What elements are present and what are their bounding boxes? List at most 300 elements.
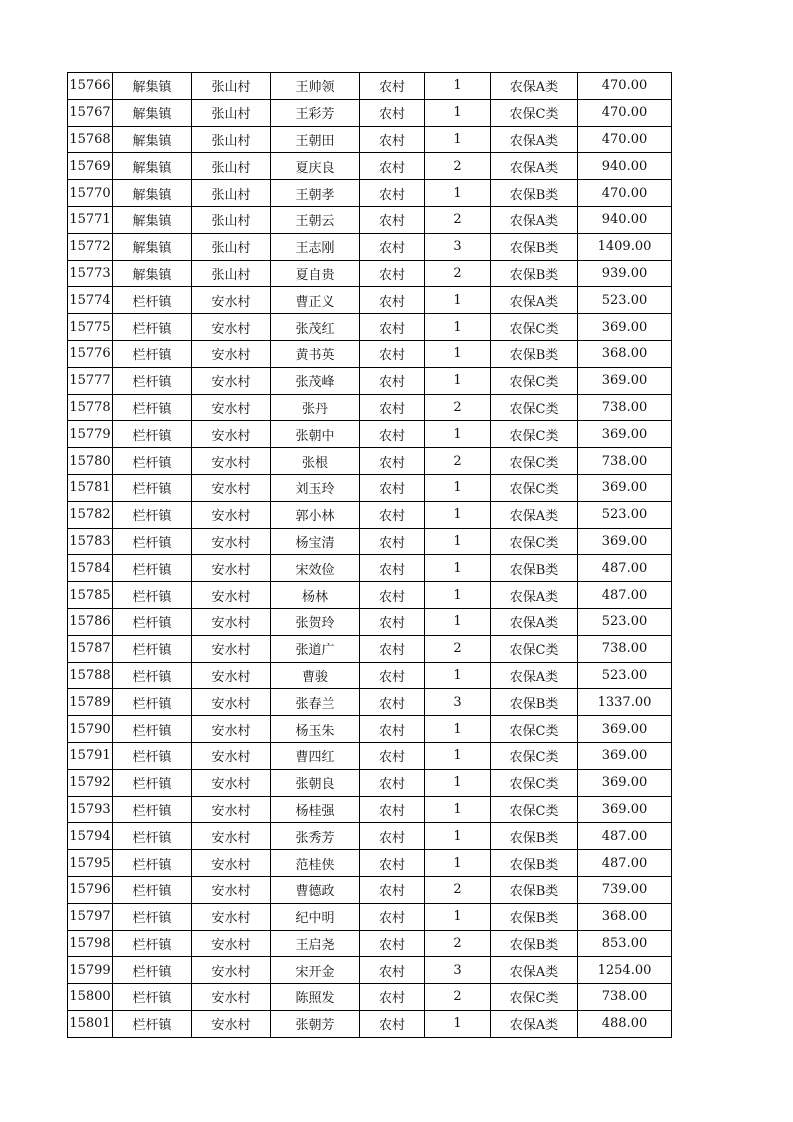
name-cell: 王帅领 [271, 73, 360, 100]
village-cell: 张山村 [192, 233, 271, 260]
village-cell: 安水村 [192, 528, 271, 555]
insurance-class-cell: 农保A类 [491, 1010, 578, 1037]
table-row [68, 635, 672, 662]
table-row [68, 796, 672, 823]
table-row [68, 394, 672, 421]
row-number: 15793 [68, 796, 113, 823]
town-cell: 栏杆镇 [113, 367, 192, 394]
row-number: 15769 [68, 153, 113, 180]
village-cell: 张山村 [192, 260, 271, 287]
town-cell: 栏杆镇 [113, 582, 192, 609]
village-cell: 安水村 [192, 850, 271, 877]
insurance-class-cell: 农保C类 [491, 742, 578, 769]
amount-cell: 738.00 [578, 635, 672, 662]
town-cell: 栏杆镇 [113, 796, 192, 823]
area-type-cell: 农村 [360, 233, 425, 260]
name-cell: 张朝良 [271, 769, 360, 796]
amount-cell: 470.00 [578, 99, 672, 126]
household-count-cell: 2 [425, 448, 491, 475]
name-cell: 杨玉朱 [271, 716, 360, 743]
insurance-class-cell: 农保A类 [491, 608, 578, 635]
household-count-cell: 1 [425, 367, 491, 394]
row-number: 15791 [68, 742, 113, 769]
row-number: 15797 [68, 903, 113, 930]
amount-cell: 369.00 [578, 769, 672, 796]
town-cell: 栏杆镇 [113, 635, 192, 662]
household-count-cell: 1 [425, 421, 491, 448]
village-cell: 张山村 [192, 180, 271, 207]
row-number: 15779 [68, 421, 113, 448]
area-type-cell: 农村 [360, 903, 425, 930]
row-number: 15799 [68, 957, 113, 984]
insurance-class-cell: 农保C类 [491, 99, 578, 126]
area-type-cell: 农村 [360, 73, 425, 100]
village-cell: 安水村 [192, 501, 271, 528]
table-row [68, 1010, 672, 1037]
area-type-cell: 农村 [360, 635, 425, 662]
table-row [68, 287, 672, 314]
town-cell: 栏杆镇 [113, 957, 192, 984]
name-cell: 刘玉玲 [271, 474, 360, 501]
town-cell: 解集镇 [113, 233, 192, 260]
village-cell: 安水村 [192, 367, 271, 394]
row-number: 15786 [68, 608, 113, 635]
name-cell: 张贺玲 [271, 608, 360, 635]
amount-cell: 487.00 [578, 823, 672, 850]
name-cell: 杨宝清 [271, 528, 360, 555]
town-cell: 栏杆镇 [113, 903, 192, 930]
amount-cell: 369.00 [578, 742, 672, 769]
town-cell: 栏杆镇 [113, 850, 192, 877]
row-number: 15776 [68, 340, 113, 367]
village-cell: 安水村 [192, 394, 271, 421]
table-row [68, 957, 672, 984]
table-row [68, 474, 672, 501]
area-type-cell: 农村 [360, 421, 425, 448]
row-number: 15775 [68, 314, 113, 341]
town-cell: 栏杆镇 [113, 930, 192, 957]
row-number: 15782 [68, 501, 113, 528]
village-cell: 张山村 [192, 73, 271, 100]
household-count-cell: 1 [425, 716, 491, 743]
area-type-cell: 农村 [360, 528, 425, 555]
amount-cell: 368.00 [578, 903, 672, 930]
insurance-class-cell: 农保B类 [491, 555, 578, 582]
village-cell: 安水村 [192, 716, 271, 743]
insurance-class-cell: 农保C类 [491, 796, 578, 823]
insurance-class-cell: 农保B类 [491, 180, 578, 207]
table-row [68, 608, 672, 635]
village-cell: 安水村 [192, 823, 271, 850]
table-row [68, 73, 672, 100]
table-row [68, 180, 672, 207]
amount-cell: 738.00 [578, 984, 672, 1011]
row-number: 15789 [68, 689, 113, 716]
name-cell: 黄书英 [271, 340, 360, 367]
insurance-class-cell: 农保A类 [491, 126, 578, 153]
amount-cell: 523.00 [578, 287, 672, 314]
table-row [68, 903, 672, 930]
name-cell: 陈照发 [271, 984, 360, 1011]
village-cell: 安水村 [192, 608, 271, 635]
table-row [68, 99, 672, 126]
insurance-class-cell: 农保A类 [491, 206, 578, 233]
household-count-cell: 3 [425, 957, 491, 984]
household-count-cell: 1 [425, 823, 491, 850]
area-type-cell: 农村 [360, 206, 425, 233]
area-type-cell: 农村 [360, 474, 425, 501]
town-cell: 栏杆镇 [113, 314, 192, 341]
name-cell: 张秀芳 [271, 823, 360, 850]
amount-cell: 488.00 [578, 1010, 672, 1037]
village-cell: 安水村 [192, 903, 271, 930]
town-cell: 解集镇 [113, 260, 192, 287]
name-cell: 张朝中 [271, 421, 360, 448]
insurance-class-cell: 农保B类 [491, 340, 578, 367]
name-cell: 张丹 [271, 394, 360, 421]
insurance-class-cell: 农保C类 [491, 984, 578, 1011]
town-cell: 栏杆镇 [113, 823, 192, 850]
insurance-class-cell: 农保A类 [491, 662, 578, 689]
amount-cell: 738.00 [578, 448, 672, 475]
town-cell: 栏杆镇 [113, 340, 192, 367]
town-cell: 栏杆镇 [113, 421, 192, 448]
name-cell: 纪中明 [271, 903, 360, 930]
household-count-cell: 2 [425, 876, 491, 903]
amount-cell: 739.00 [578, 876, 672, 903]
area-type-cell: 农村 [360, 582, 425, 609]
row-number: 15801 [68, 1010, 113, 1037]
insurance-class-cell: 农保A类 [491, 501, 578, 528]
table-body [68, 73, 672, 1038]
town-cell: 栏杆镇 [113, 501, 192, 528]
amount-cell: 470.00 [578, 180, 672, 207]
household-count-cell: 2 [425, 635, 491, 662]
town-cell: 栏杆镇 [113, 528, 192, 555]
name-cell: 王彩芳 [271, 99, 360, 126]
amount-cell: 369.00 [578, 796, 672, 823]
amount-cell: 523.00 [578, 501, 672, 528]
name-cell: 张春兰 [271, 689, 360, 716]
area-type-cell: 农村 [360, 796, 425, 823]
row-number: 15770 [68, 180, 113, 207]
amount-cell: 369.00 [578, 716, 672, 743]
area-type-cell: 农村 [360, 876, 425, 903]
name-cell: 王朝云 [271, 206, 360, 233]
household-count-cell: 1 [425, 662, 491, 689]
area-type-cell: 农村 [360, 1010, 425, 1037]
household-count-cell: 2 [425, 206, 491, 233]
village-cell: 张山村 [192, 206, 271, 233]
household-count-cell: 1 [425, 314, 491, 341]
table-row [68, 126, 672, 153]
town-cell: 栏杆镇 [113, 689, 192, 716]
village-cell: 安水村 [192, 689, 271, 716]
household-count-cell: 1 [425, 126, 491, 153]
name-cell: 范桂侠 [271, 850, 360, 877]
table-row [68, 340, 672, 367]
row-number: 15777 [68, 367, 113, 394]
village-cell: 安水村 [192, 287, 271, 314]
row-number: 15773 [68, 260, 113, 287]
table-row [68, 448, 672, 475]
town-cell: 解集镇 [113, 153, 192, 180]
table-row [68, 367, 672, 394]
name-cell: 宋效俭 [271, 555, 360, 582]
insurance-class-cell: 农保A类 [491, 957, 578, 984]
table-row [68, 984, 672, 1011]
name-cell: 夏自贵 [271, 260, 360, 287]
amount-cell: 940.00 [578, 206, 672, 233]
insurance-class-cell: 农保C类 [491, 635, 578, 662]
town-cell: 栏杆镇 [113, 474, 192, 501]
village-cell: 安水村 [192, 876, 271, 903]
insurance-class-cell: 农保A类 [491, 153, 578, 180]
amount-cell: 487.00 [578, 555, 672, 582]
row-number: 15767 [68, 99, 113, 126]
insurance-class-cell: 农保C类 [491, 769, 578, 796]
insurance-class-cell: 农保B类 [491, 930, 578, 957]
insurance-class-cell: 农保C类 [491, 528, 578, 555]
household-count-cell: 1 [425, 555, 491, 582]
row-number: 15778 [68, 394, 113, 421]
area-type-cell: 农村 [360, 823, 425, 850]
insurance-class-cell: 农保C类 [491, 367, 578, 394]
village-cell: 安水村 [192, 582, 271, 609]
insurance-class-cell: 农保B类 [491, 233, 578, 260]
town-cell: 解集镇 [113, 99, 192, 126]
table-row [68, 823, 672, 850]
area-type-cell: 农村 [360, 287, 425, 314]
name-cell: 王志刚 [271, 233, 360, 260]
insurance-class-cell: 农保C类 [491, 314, 578, 341]
table-row [68, 742, 672, 769]
insurance-class-cell: 农保B类 [491, 876, 578, 903]
name-cell: 郭小林 [271, 501, 360, 528]
row-number: 15785 [68, 582, 113, 609]
insurance-class-cell: 农保C类 [491, 448, 578, 475]
village-cell: 安水村 [192, 635, 271, 662]
household-count-cell: 2 [425, 260, 491, 287]
row-number: 15780 [68, 448, 113, 475]
name-cell: 曹四红 [271, 742, 360, 769]
household-count-cell: 2 [425, 930, 491, 957]
household-count-cell: 1 [425, 287, 491, 314]
table-row [68, 769, 672, 796]
table-row [68, 501, 672, 528]
village-cell: 安水村 [192, 555, 271, 582]
household-count-cell: 1 [425, 582, 491, 609]
town-cell: 栏杆镇 [113, 742, 192, 769]
household-count-cell: 1 [425, 903, 491, 930]
name-cell: 杨林 [271, 582, 360, 609]
table-row [68, 662, 672, 689]
row-number: 15798 [68, 930, 113, 957]
row-number: 15790 [68, 716, 113, 743]
area-type-cell: 农村 [360, 742, 425, 769]
name-cell: 王朝田 [271, 126, 360, 153]
village-cell: 安水村 [192, 314, 271, 341]
insurance-class-cell: 农保B类 [491, 260, 578, 287]
insurance-class-cell: 农保C类 [491, 474, 578, 501]
amount-cell: 369.00 [578, 474, 672, 501]
area-type-cell: 农村 [360, 340, 425, 367]
village-cell: 安水村 [192, 448, 271, 475]
amount-cell: 853.00 [578, 930, 672, 957]
row-number: 15781 [68, 474, 113, 501]
area-type-cell: 农村 [360, 930, 425, 957]
household-count-cell: 1 [425, 180, 491, 207]
name-cell: 张茂红 [271, 314, 360, 341]
household-count-cell: 2 [425, 394, 491, 421]
amount-cell: 369.00 [578, 528, 672, 555]
name-cell: 曹正义 [271, 287, 360, 314]
village-cell: 安水村 [192, 930, 271, 957]
amount-cell: 523.00 [578, 662, 672, 689]
table-row [68, 233, 672, 260]
name-cell: 夏庆良 [271, 153, 360, 180]
village-cell: 安水村 [192, 984, 271, 1011]
table-row [68, 528, 672, 555]
amount-cell: 369.00 [578, 421, 672, 448]
amount-cell: 738.00 [578, 394, 672, 421]
insurance-class-cell: 农保B类 [491, 903, 578, 930]
town-cell: 栏杆镇 [113, 716, 192, 743]
village-cell: 安水村 [192, 769, 271, 796]
village-cell: 张山村 [192, 126, 271, 153]
town-cell: 栏杆镇 [113, 287, 192, 314]
amount-cell: 487.00 [578, 850, 672, 877]
name-cell: 曹德政 [271, 876, 360, 903]
amount-cell: 940.00 [578, 153, 672, 180]
table-row [68, 689, 672, 716]
area-type-cell: 农村 [360, 153, 425, 180]
amount-cell: 939.00 [578, 260, 672, 287]
amount-cell: 487.00 [578, 582, 672, 609]
area-type-cell: 农村 [360, 501, 425, 528]
household-count-cell: 1 [425, 1010, 491, 1037]
table-row [68, 206, 672, 233]
row-number: 15788 [68, 662, 113, 689]
area-type-cell: 农村 [360, 984, 425, 1011]
name-cell: 张道广 [271, 635, 360, 662]
household-count-cell: 1 [425, 474, 491, 501]
town-cell: 解集镇 [113, 206, 192, 233]
name-cell: 杨桂强 [271, 796, 360, 823]
household-count-cell: 1 [425, 528, 491, 555]
household-count-cell: 1 [425, 796, 491, 823]
name-cell: 张朝芳 [271, 1010, 360, 1037]
area-type-cell: 农村 [360, 99, 425, 126]
town-cell: 栏杆镇 [113, 448, 192, 475]
name-cell: 曹骏 [271, 662, 360, 689]
town-cell: 栏杆镇 [113, 608, 192, 635]
household-count-cell: 1 [425, 769, 491, 796]
row-number: 15783 [68, 528, 113, 555]
household-count-cell: 1 [425, 850, 491, 877]
amount-cell: 470.00 [578, 126, 672, 153]
row-number: 15787 [68, 635, 113, 662]
row-number: 15796 [68, 876, 113, 903]
data-table [67, 72, 672, 1038]
town-cell: 栏杆镇 [113, 984, 192, 1011]
table-row [68, 716, 672, 743]
household-count-cell: 1 [425, 501, 491, 528]
table-row [68, 314, 672, 341]
household-count-cell: 1 [425, 340, 491, 367]
row-number: 15792 [68, 769, 113, 796]
area-type-cell: 农村 [360, 716, 425, 743]
town-cell: 栏杆镇 [113, 662, 192, 689]
row-number: 15784 [68, 555, 113, 582]
table-row [68, 555, 672, 582]
row-number: 15771 [68, 206, 113, 233]
town-cell: 解集镇 [113, 126, 192, 153]
area-type-cell: 农村 [360, 394, 425, 421]
table-row [68, 876, 672, 903]
insurance-class-cell: 农保A类 [491, 582, 578, 609]
name-cell: 宋开金 [271, 957, 360, 984]
household-count-cell: 2 [425, 984, 491, 1011]
household-count-cell: 2 [425, 153, 491, 180]
area-type-cell: 农村 [360, 608, 425, 635]
insurance-class-cell: 农保A类 [491, 73, 578, 100]
area-type-cell: 农村 [360, 957, 425, 984]
area-type-cell: 农村 [360, 448, 425, 475]
village-cell: 安水村 [192, 421, 271, 448]
row-number: 15768 [68, 126, 113, 153]
table-row [68, 930, 672, 957]
household-count-cell: 1 [425, 99, 491, 126]
village-cell: 张山村 [192, 99, 271, 126]
name-cell: 张根 [271, 448, 360, 475]
insurance-class-cell: 农保B类 [491, 689, 578, 716]
amount-cell: 369.00 [578, 367, 672, 394]
table-row [68, 850, 672, 877]
insurance-class-cell: 农保C类 [491, 394, 578, 421]
row-number: 15772 [68, 233, 113, 260]
amount-cell: 470.00 [578, 73, 672, 100]
area-type-cell: 农村 [360, 769, 425, 796]
amount-cell: 368.00 [578, 340, 672, 367]
row-number: 15795 [68, 850, 113, 877]
area-type-cell: 农村 [360, 180, 425, 207]
amount-cell: 369.00 [578, 314, 672, 341]
village-cell: 安水村 [192, 340, 271, 367]
household-count-cell: 3 [425, 233, 491, 260]
insurance-class-cell: 农保B类 [491, 823, 578, 850]
area-type-cell: 农村 [360, 689, 425, 716]
table-row [68, 421, 672, 448]
row-number: 15800 [68, 984, 113, 1011]
household-count-cell: 1 [425, 608, 491, 635]
amount-cell: 523.00 [578, 608, 672, 635]
area-type-cell: 农村 [360, 662, 425, 689]
town-cell: 解集镇 [113, 180, 192, 207]
row-number: 15794 [68, 823, 113, 850]
town-cell: 栏杆镇 [113, 1010, 192, 1037]
area-type-cell: 农村 [360, 314, 425, 341]
village-cell: 安水村 [192, 1010, 271, 1037]
insurance-class-cell: 农保C类 [491, 421, 578, 448]
name-cell: 王朝孝 [271, 180, 360, 207]
area-type-cell: 农村 [360, 126, 425, 153]
amount-cell: 1409.00 [578, 233, 672, 260]
row-number: 15774 [68, 287, 113, 314]
village-cell: 安水村 [192, 957, 271, 984]
town-cell: 解集镇 [113, 73, 192, 100]
insurance-class-cell: 农保C类 [491, 716, 578, 743]
